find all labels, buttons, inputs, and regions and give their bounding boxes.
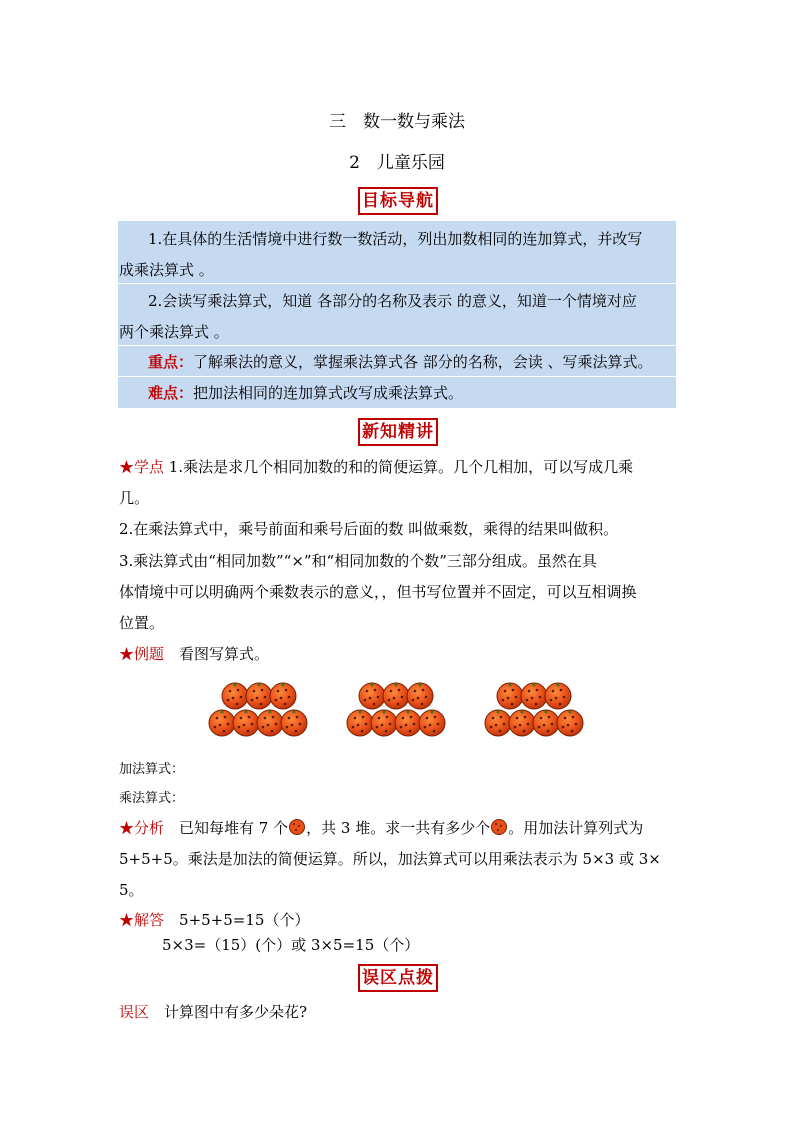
point-label: 学点	[134, 458, 165, 476]
orange-piles-image	[0, 680, 794, 742]
key-label: 重点：	[148, 353, 194, 371]
analysis-line-2: 5+5+5。乘法是加法的简便运算。所以，加法算式可以用乘法表示为 5×3 或 3×	[119, 850, 661, 868]
example-line	[119, 644, 269, 664]
answer-line-2: 5×3=（15）(个）或 3×5=15（个）	[162, 936, 420, 954]
hard-point	[148, 383, 463, 403]
goal-2-line-1: 2.会读写乘法算式，知道 各部分的名称及表示 的意义，知道一个情境对应	[148, 292, 637, 310]
goals-box	[118, 221, 676, 408]
star-icon: ★	[119, 458, 135, 476]
analysis-text-c: 。用加法计算列式为	[508, 819, 644, 837]
goals-heading: 目标导航	[358, 187, 438, 215]
goal-1-line-2: 成乘法算式 。	[119, 261, 214, 279]
point-2: 2.在乘法算式中，乘号前面和乘号后面的数 叫做乘数，乘得的结果叫做积。	[119, 520, 619, 538]
analysis-text-b: ，共 3 堆。求一共有多少个	[306, 819, 491, 837]
mistake-heading: 误区点拨	[358, 964, 438, 992]
point-1-text: 1.乘法是求几个相同加数的和的简便运算。几个几相加，可以写成几乘	[164, 458, 634, 476]
key-point	[148, 352, 653, 372]
lesson-title: 2 儿童乐园	[349, 153, 445, 173]
new-knowledge-heading: 新知精讲	[358, 418, 438, 446]
mistake-label: 误区	[119, 1003, 150, 1021]
point-1-line-2: 几。	[119, 489, 150, 507]
analysis-line-1	[119, 818, 643, 838]
hard-label: 难点：	[148, 384, 194, 402]
mistake-line	[119, 1002, 307, 1022]
answer-text: 5+5+5=15（个）	[164, 911, 310, 929]
divider	[118, 345, 676, 346]
divider	[118, 283, 676, 284]
goal-2-line-2: 两个乘法算式 。	[119, 323, 229, 341]
analysis-line-3: 5。	[119, 881, 144, 899]
point-1-line-1	[119, 457, 633, 477]
addition-formula-label: 加法算式：	[119, 762, 185, 777]
answer-line-1	[119, 910, 309, 930]
orange-pile-3	[485, 683, 583, 736]
orange-icon	[490, 818, 508, 836]
divider	[118, 376, 676, 377]
star-icon: ★	[119, 819, 135, 837]
analysis-label: 分析	[134, 819, 165, 837]
mistake-text: 计算图中有多少朵花?	[149, 1003, 308, 1021]
answer-label: 解答	[134, 911, 165, 929]
chapter-title: 三 数一数与乘法	[329, 112, 465, 132]
key-text: 了解乘法的意义，掌握乘法算式各 部分的名称，会读 、写乘法算式。	[193, 353, 653, 371]
example-text: 看图写算式。	[164, 645, 270, 663]
orange-icon	[288, 818, 306, 836]
hard-text: 把加法相同的连加算式改写成乘法算式。	[193, 384, 464, 402]
orange-pile-2	[347, 683, 445, 736]
point-3-line-3: 位置。	[119, 614, 165, 632]
goal-1-line-1: 1.在具体的生活情境中进行数一数活动，列出加数相同的连加算式，并改写	[148, 230, 643, 248]
example-label: 例题	[134, 645, 165, 663]
star-icon: ★	[119, 911, 135, 929]
point-3-line-2: 体情境中可以明确两个乘数表示的意义，，但书写位置并不固定，可以互相调换	[119, 583, 637, 601]
multiplication-formula-label: 乘法算式：	[119, 791, 185, 806]
point-3-line-1: 3.乘法算式由“相同加数”“×”和“相同加数的个数”三部分组成。虽然在具	[119, 552, 597, 570]
analysis-text-a: 已知每堆有 7 个	[164, 819, 289, 837]
star-icon: ★	[119, 645, 135, 663]
orange-pile-1	[209, 683, 307, 736]
